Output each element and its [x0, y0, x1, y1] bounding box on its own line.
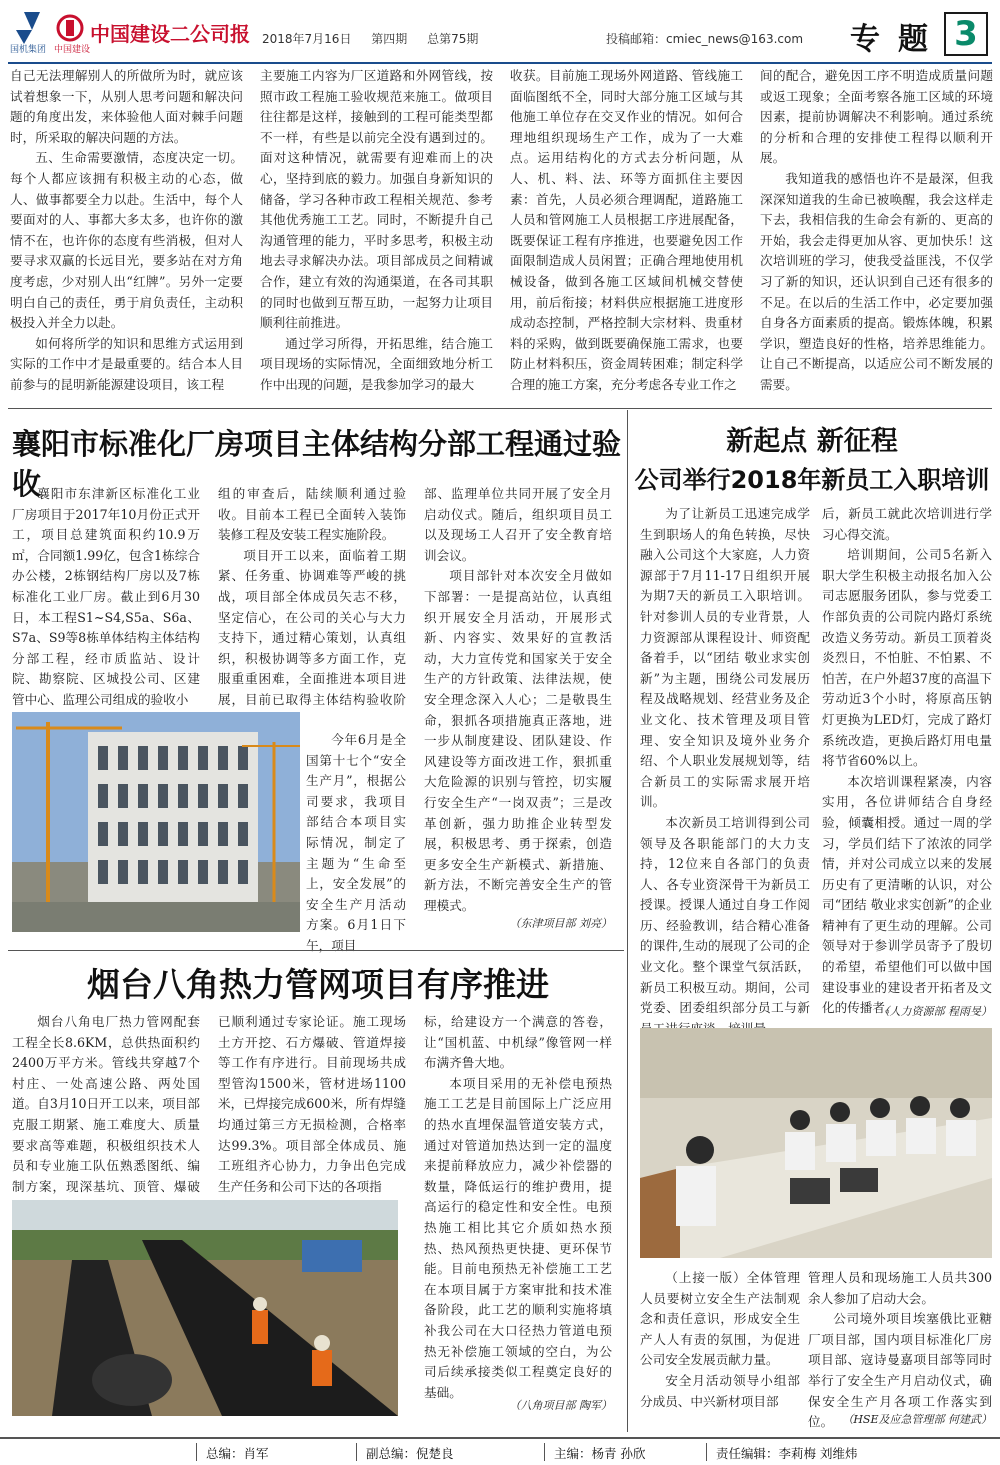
paragraph: 安全月活动领导小组部分成员、中兴新材项目部	[640, 1372, 800, 1409]
article-source: （HSE及应急管理部 何建武）	[842, 1413, 992, 1426]
article-title-xiangyang: 襄阳市标准化厂房项目主体结构分部工程通过验收	[12, 427, 622, 501]
xiangyang-source	[424, 914, 612, 935]
paragraph: 如何将所学的知识和思维方式运用到实际的工作中才是最重要的。结合本人目前参与的昆明新能源建设项目，该工程	[10, 335, 243, 392]
paragraph: 项目部针对本次安全月做如下部署：一是提高站位，认真组织开展安全月活动，开展形式新、内容实、效果好的宣教活动，大力宣传党和国家关于安全生产的方针政策、法律法规，使安全理念深入人心；二是敬畏生命，狠抓各项措施真正落地，进一步从制度建设、团队建设、作风建设等方面改进工作，狠抓重大危险源的识别与管控，切实履行安全生产“一岗双责”；三是改革创新，强力助推企业转型发展，积极思考、勇于探索，创造更多安全生产新模式、新措施、新方法，不断完善安全生产的管理模式。	[424, 568, 612, 913]
column-divider	[627, 410, 628, 1432]
xiangyang-column-2b	[306, 730, 406, 957]
paragraph: 烟台八角电厂热力管网配套工程全长8.6KM，总供热面积约2400万平方米。管线共穿越7个村庄、一处高速公路、两处国道。自3月10日开工以来，项目部克服工期紧、施工难度大、质量要求高等难题，积极组织技术人员和专业施工队伍熟悉图纸、编制方案，现深基坑、顶管、爆破	[12, 1014, 200, 1194]
training-source	[822, 1002, 992, 1023]
yantai-column-1	[12, 1012, 200, 1218]
paragraph: 后，新员工就此次培训进行学习心得交流。	[822, 506, 992, 542]
paper-name: 中国建设二公司报	[90, 22, 250, 46]
section-title: 专题	[850, 22, 946, 57]
paragraph: 公司境外项目埃塞俄比亚糖厂项目部，国内项目标准化厂房项目部、寇诗曼嘉项目部等同时举行了安全生产月启动仪式，确保安全生产月各项工作落实到位。	[808, 1311, 992, 1430]
top-column-2	[260, 66, 493, 396]
footer-separator	[356, 1443, 357, 1461]
footer-separator	[706, 1443, 707, 1461]
top-column-3	[510, 66, 743, 396]
email-label: 投稿邮箱：	[606, 32, 667, 46]
article-title-training-line1: 新起点 新征程	[726, 426, 898, 457]
deputy-editor: 副总编：倪楚良	[366, 1446, 454, 1461]
safety-column-2	[808, 1268, 992, 1433]
masthead-logos	[10, 8, 250, 55]
editor: 主编：杨青 孙欣	[554, 1446, 646, 1461]
footer-separator	[196, 1443, 197, 1461]
paragraph: 收获。目前施工现场外网道路、管线施工面临图纸不全，同时大部分施工区域与其他施工单位存在交叉作业的情况。如何合理地组织现场生产工作，成为了一大难点。运用结构化的方式去分析问题，从人、机、料、法、环等方面抓住主要因素：首先，人员必须合理调配，道路施工人员和管网施工人员根据工序进展配备，既要保证工程有序推进，也要避免因工作面限制造成人员闲置；正确合理地使用机械设备，做到各施工区域间机械交替使用，前后衔接；材料供应根据施工进度形成动态控制，严格控制大宗材料、贵重材料的采购，做到既要确保施工需求，也要防止材料积压，资金周转困难；制定科学合理的施工方案，充分考虑各专业工作之	[510, 68, 743, 392]
paragraph: 部、监理单位共同开展了安全月启动仪式。随后，组织项目员工以及现场工人召开了安全教育培训会议。	[424, 486, 612, 563]
paragraph: 组的审查后，陆续顺利通过验收。目前本工程已全面转入装饰装修工程及安装工程实施阶段。	[218, 486, 406, 543]
paragraph: 间的配合，避免因工序不明造成质量问题或返工现象；全面考察各施工区域的环境因素，提前协调解决不利影响。通过系统的分析和合理的安排使工程得以顺利开展。	[760, 68, 993, 166]
paragraph: 项目开工以来，面临着工期紧、任务重、协调难等严峻的挑战，项目部全体成员矢志不移，坚定信心，在公司的关心与大力支持下，通过精心策划，认真组织，积极协调等多方面工作，克服重重困难，全面推进本项目进展，目前已取得主体结构验收阶	[218, 547, 406, 707]
article-title-training-line2: 公司举行2018年新员工入职培训	[634, 466, 990, 494]
yantai-source	[424, 1396, 612, 1417]
xiangyang-column-2	[218, 484, 406, 731]
issue-total: 总第75期	[427, 32, 479, 46]
paragraph: 培训期间，公司5名新入职大学生积极主动报名加入公司志愿服务团队，参与党委工作部负责的公司院内路灯系统改造义务劳动。新员工顶着炎炎烈日，不怕脏、不怕累、不怕苦，在户外超37度的高温下劳动近3个小时，将原高压钠灯更换为LED灯，完成了路灯系统改造，更换后路灯用电量将节省60%以上。	[822, 547, 992, 769]
training-column-2	[822, 504, 992, 1019]
article-source: （人力资源部 程雨旻）	[878, 1005, 992, 1018]
paragraph: 本次培训课程紧凑，内容实用，各位讲师结合自身经验，倾囊相授。通过一周的学习，学员们结下了浓浓的同学情，并对公司成立以来的发展历史有了更清晰的认识，对公司“团结 敬业求实创新”的企业精神有了更生动的理解。公司领导对于参训学员寄予了殷切的希望，希望他们可以做中国建设事业的建设者开拓者及文化的传播者。	[822, 773, 992, 1016]
editorial-footer	[0, 1437, 1000, 1465]
masthead	[0, 0, 1000, 62]
top-column-1	[10, 66, 243, 396]
safety-column-1	[640, 1268, 800, 1412]
meeting-photo-icon	[640, 1028, 992, 1258]
chief-editor: 总编：肖军	[206, 1446, 269, 1461]
safety-source	[808, 1410, 992, 1431]
footer-separator	[544, 1443, 545, 1461]
paragraph: 通过学习所得，开拓思维，结合施工项目现场的实际情况，全面细致地分析工作中出现的问题，是我参加学习的最大	[260, 335, 493, 392]
paragraph: 管理人员和现场施工人员共300余人参加了启动大会。	[808, 1270, 992, 1306]
top-column-4	[760, 66, 993, 396]
header-rule	[8, 62, 992, 64]
email-address: cmiec_news@163.com	[666, 32, 804, 46]
paragraph: 本次新员工培训得到公司领导及各职能部门的大力支持，12位来自各部门的负责人、各专业资深骨干为新员工授课。授课人通过自身工作阅历、经验教训，结合精心准备的课件,生动的展现了公司的企业文化。整个课堂气氛活跃，新员工积极互动。期间，公司党委、团委组织部分员工与新	[640, 814, 810, 1016]
paragraph: 本项目采用的无补偿电预热施工工艺是目前国际上广泛应用的热水直埋保温管道安装方式，通过对管道加热达到一定的温度来提前释放应力，减少补偿器的数量，降低运行的维护费用，提高运行的稳定性和安全性。电预热施工相比其它介质如热水预热、热风预热更快捷、更环保节能。目前电预热无补偿施工工艺在本项目属于方案审批和技术准备阶段，此工艺的顺利实施将填补我公司在大口径热力管道电预热无补偿施工领域的空白，为公司后续承接类似工程奠定良好的基础。	[424, 1075, 612, 1400]
building-construction-photo	[12, 712, 300, 932]
paragraph: 已顺利通过专家论证。施工现场土方开挖、石方爆破、管道焊接等工作有序进行。目前现场共成型管沟1500米，管材进场1100米，已焊接完成600米，所有焊缝均通过第三方无损检测，合格率达99.3%。项目部全体成员、施工班组齐心协力，力争出色完成生产任务和公司下达的各项指	[218, 1014, 406, 1194]
xiangyang-column-1	[12, 484, 200, 711]
pipeline-photo-icon	[12, 1200, 398, 1416]
paragraph: 襄阳市东津新区标准化工业厂房项目于2017年10月份正式开工，项目总建筑面积约10.9万㎡，合同额1.99亿，包含1栋综合办公楼，2栋钢结构厂房以及7栋标准化工业厂房。截止到6月30日，本工程S1~S4,S5a、S6a、S7a、S9等8栋单体结构主体结构分部工程，经市质监站、设计院、勘察院、区城投公司、区建管中心、监理公司组成的验收小	[12, 486, 200, 707]
paragraph: 标，给建设方一个满意的答卷，让“国机蓝、中机绿”像管网一样布满齐鲁大地。	[424, 1014, 612, 1071]
page-number: 3	[944, 12, 988, 56]
responsible-editor: 责任编辑：李莉梅 刘维炜	[716, 1446, 858, 1461]
issue-info	[262, 30, 494, 47]
paragraph: （上接一版）全体管理人员要树立安全生产法制观念和责任意识，形成安全生产人人有责的氛围，为促进公司安全发展贡献力量。	[640, 1270, 800, 1368]
group-name: 国机集团	[10, 45, 47, 55]
training-meeting-photo	[640, 1028, 992, 1258]
paragraph: 为了让新员工迅速完成学生到职场人的角色转换，尽快融入公司这个大家庭，人力资源部于7月11-17日组织开展为期7天的新员工入职培训。针对参训人员的专业背景，人力资源部从课程设计、师资配备着手，以“团结 敬业求实创新”为主题，围绕公司发展历程及战略规划、经营业务及企业文化、技术管理及项目管理、安全知识及境外业务介绍、个人职业发展规划等，结合新员工的实际需求展开培训。	[640, 506, 810, 810]
pipeline-construction-photo	[12, 1200, 398, 1416]
article-title-yantai: 烟台八角热力管网项目有序推进	[87, 965, 549, 1004]
paragraph: 五、生命需要激情，态度决定一切。每个人都应该拥有积极主动的心态，做人、做事都要全力以赴。生活中，每个人要面对的人、事都大多太多，也许你的激情不在，也许你的态度有些消极，但对人要寻求双赢的长远目光，要多站在对方角度考虑，少对别人出“红牌”。另外一定要明白自己的责任，勇于肩负责任，主动积极投入并全力以赴。	[10, 150, 243, 331]
section-divider	[8, 408, 992, 409]
article-source: （东津项目部 刘亮）	[509, 917, 612, 930]
paragraph: 今年6月是全国第十七个“安全生产月”，根据公司要求，我项目部结合本项目实际情况，制定了主题为“生命至上，安全发展”的安全生产月活动方案。6月1日下午，项目	[306, 732, 406, 953]
paragraph: 我知道我的感悟也许不是最深，但我深深知道我的生命已被唤醒，我会这样走下去，我相信我的生命会有新的、更高的开始，我会走得更加从容、更加快乐！这次培训班的学习，使我受益匪浅，不仅学习了新的知识，还认识到自己还有很多的不足。在以后的生活工作中，必定要加强自身各方面素质的提高。锻炼体魄，积累学识，塑造良好的性格，培养思维能力。让自己不断提高，以适应公司不断发展的需要。	[760, 170, 993, 392]
xiangyang-column-3	[424, 484, 612, 916]
issue-number: 第四期	[371, 32, 408, 46]
submission-email	[606, 30, 803, 47]
training-column-1	[640, 504, 810, 1039]
yantai-column-3	[424, 1012, 612, 1403]
paragraph: 主要施工内容为厂区道路和外网管线，按照市政工程施工验收规范来施工。做项目往往都是这样，接触到的工程可能类型都不一样，有些是以前完全没有遇到过的。面对这种情况，就需要有迎难而上的决心，坚持到底的毅力。加强自身新知识的储备，学习各种市政工程相关规范、参考其他优秀施工工艺。同时，不断提升自己沟通管理的能力，平时多思考，积极主动地去寻求解决办法。项目部成员之间精诚合作，建立有效的沟通渠道，在各司其职的同时也做到互帮互助，一起努力让项目顺利往前推进。	[260, 68, 493, 331]
article-divider	[8, 950, 624, 951]
building-photo-icon	[12, 712, 300, 932]
article-source: （八角项目部 陶军）	[509, 1399, 612, 1412]
issue-date: 2018年7月16日	[262, 32, 352, 46]
yantai-column-2	[218, 1012, 406, 1197]
company-short-name: 中国建设	[54, 45, 91, 55]
paragraph: 自己无法理解别人的所做所为时，就应该试着想象一下，从别人思考问题和解决问题的角度出发，来体验他人面对棘手问题时，所采取的解决问题的方法。	[10, 68, 243, 145]
